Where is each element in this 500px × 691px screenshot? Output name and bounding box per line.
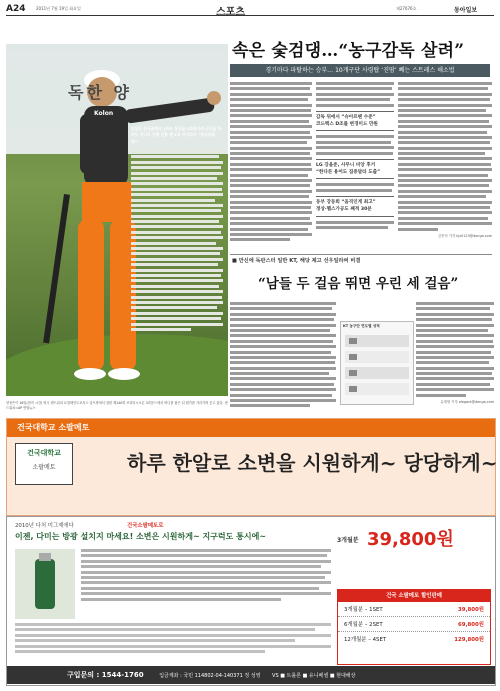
photo-caption: 양용은이 16일(현지 시간) 영국 샌드위치 로열세인트조지스 골프장에서 열린 제140회 브리티시오픈 3라운드에서 버디를 잡은 뒤 뭔가를 가리키며 웃고 있다. 샌드위치=AP 연합뉴스	[6, 401, 228, 410]
article1-col3	[398, 82, 492, 250]
article2-col1	[230, 302, 336, 412]
article1-col1	[230, 82, 312, 250]
ad1-brand: 건국대학교	[27, 449, 61, 457]
ad-banner-1	[6, 418, 496, 516]
ad2-account: 입금계좌 : 국민 114802-04-140371 정 성영	[159, 673, 261, 679]
article2-section-label: ■ 만신에 독판스터 일반 KT, 해당 제고 선우일라써 비결	[232, 258, 361, 264]
price-headline	[337, 521, 487, 561]
pullquote-line: 정상·헬스가공도 째적 30분	[316, 207, 372, 213]
ad2-product-image	[15, 549, 75, 619]
pullquote-box	[316, 159, 394, 180]
price-row	[338, 617, 490, 632]
pullquote-line: LG 강을준, 사무니 비앙 후거	[316, 162, 376, 168]
ad1-top-strip: 건국대학교 소팔메토	[7, 419, 495, 437]
price-row-label: 12개월분 – 4SET	[344, 637, 387, 643]
article1-subhead: 경기마다 파탈하는 승부… 10개구단 사령탑 ‘진땀’ 빼는 스트레스 해소법	[230, 64, 490, 77]
issue-date: 2011년 7월 19일 화요일	[36, 6, 81, 11]
price-row	[338, 602, 490, 617]
section-divider	[230, 254, 492, 255]
ad1-headline: 하루 한알로 소변을 시원하게~ 당당하게~	[127, 451, 498, 475]
ad2-top-label: 2010년 다처 미그제에다	[15, 523, 74, 529]
ad1-brand-box	[15, 443, 73, 485]
article1-byline: 김종석 기자 kjs0123@donga.com	[437, 233, 492, 238]
pullquote-line: 동부 강동희 “움직인게 최고”	[316, 199, 376, 205]
player-name: 독한 양	[68, 83, 132, 102]
kt-chart-graphic	[341, 331, 413, 403]
section-title: 스포츠	[216, 7, 245, 18]
photo-intro: 삼삼은 존극골에서 1하우 삼숭을 1라위사며 근성을 하며도 아니다 선배 진통 팬 1위 아이다나 “탕도조워변?”	[131, 126, 222, 144]
price-row-value: 69,800원	[457, 622, 484, 628]
article1-headline: 속은 숯검댕…“농구감독 살려”	[232, 41, 465, 61]
pullquote-line: “한다른 용어도 집중달라 도출”	[316, 169, 381, 175]
kt-chart-title: KT 농구단 연도별 성적	[343, 324, 380, 328]
ad2-lower-text	[15, 623, 331, 661]
masthead: 동아일보	[454, 7, 478, 14]
cap-logo: Kolon	[94, 110, 114, 117]
pullquote-line: 코드백스 D조를 변경미드 만원	[316, 121, 378, 127]
pullquote-box	[316, 196, 394, 217]
price-row	[338, 632, 490, 646]
page-header	[6, 4, 494, 16]
pullquote-box	[316, 111, 394, 132]
ad2-phone: 구입문의 : 1544-1760	[67, 671, 144, 679]
ad1-brand-sub: 소팔메토	[32, 464, 56, 471]
pullquote-line: 감독 뒤에서 “슈아르팬 수준”	[316, 114, 376, 120]
article2-col3	[416, 302, 494, 412]
page-number: A24	[6, 4, 26, 14]
ad2-title: 이젠, 다미는 방광 설치지 마세요! 소변은 시원하게~ 지구럭도 통시에~	[15, 532, 267, 541]
ad2-partners: VS ■ 트롤론 ■ 유니베셀 ■ 현대해상	[272, 673, 356, 679]
issue-number: 제27676호	[396, 6, 417, 11]
ad-banner-2	[6, 516, 496, 686]
price1-label: 3개월분	[337, 537, 359, 544]
photo-body-text	[131, 150, 223, 385]
price-row-value: 39,800원	[457, 607, 484, 613]
ad2-body-text	[81, 549, 331, 619]
price-table	[337, 589, 491, 665]
price-table-title: 건국 소팔메토 할인판매	[338, 590, 490, 602]
article1-col2	[316, 82, 394, 250]
article2-headline: “남들 두 걸음 뛰면 우린 세 걸음”	[258, 276, 459, 292]
kt-chart-box	[340, 321, 414, 405]
ad2-footer	[7, 666, 495, 684]
price-row-label: 6개월분 – 2SET	[344, 622, 383, 628]
price1-value: 39,800원	[367, 529, 454, 550]
article2-byline: 유재영 기자 elegant@donga.com	[440, 400, 494, 405]
price-row-label: 3개월분 – 1SET	[344, 607, 383, 613]
product-bottle-graphic	[15, 549, 75, 619]
price-row-value: 129,800원	[454, 637, 484, 643]
ad2-brand-line: 건국소팔메토로	[127, 523, 164, 529]
